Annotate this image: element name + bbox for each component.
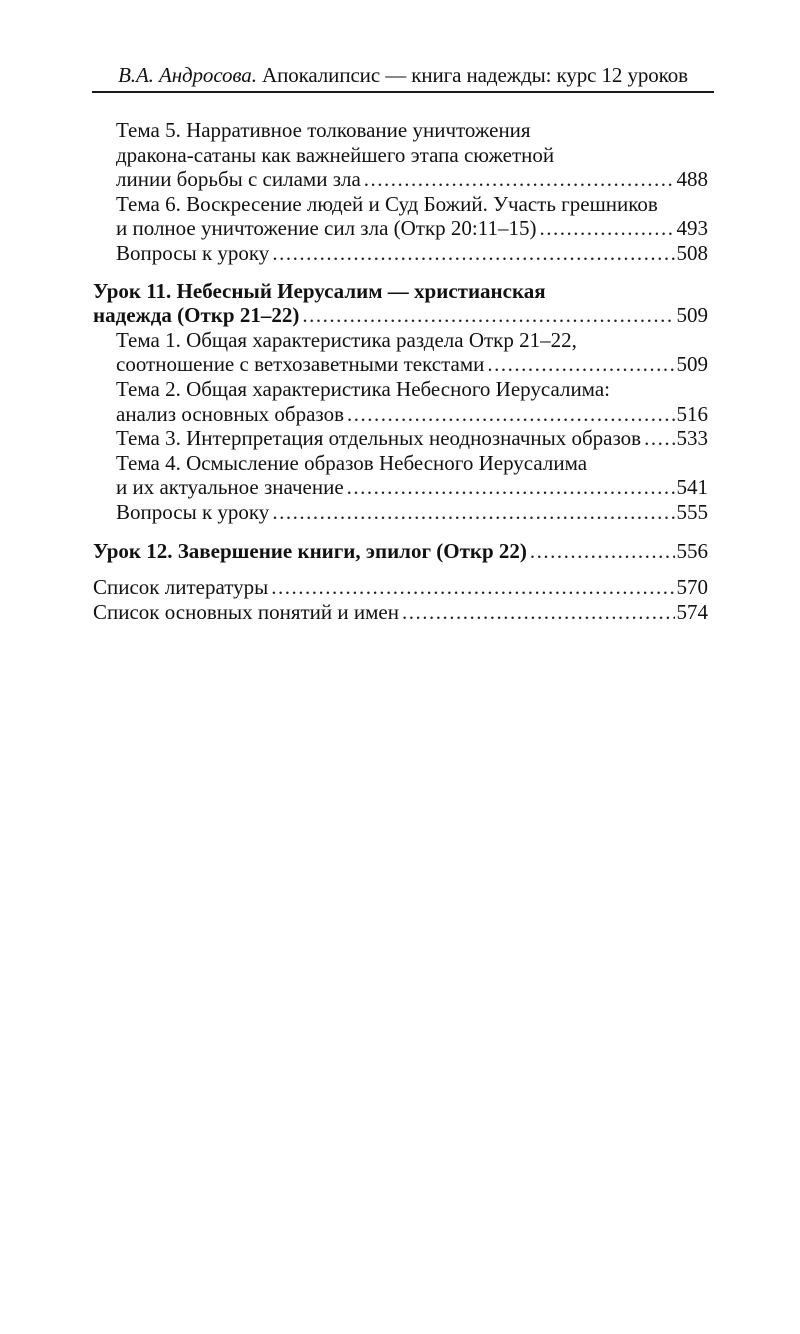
- toc-entry-lesson-11-theme-1[interactable]: [116, 328, 708, 377]
- toc-entry-text: линии борьбы с силами зла: [116, 167, 361, 192]
- toc-entry-text: Тема 3. Интерпретация отдельных неоднозначных образов: [116, 426, 642, 451]
- toc-entry-text: и их актуальное значение: [116, 475, 344, 500]
- toc-entry-text: соотношение с ветхозаветными текстами: [116, 352, 485, 377]
- dot-leader: [364, 167, 675, 192]
- dot-leader: [644, 426, 674, 451]
- toc-entry-text: и полное уничтожение сил зла (Откр 20:11–15): [116, 216, 537, 241]
- spacer: [0, 563, 800, 575]
- toc-entry-theme-6[interactable]: [116, 192, 708, 241]
- page-number: 508: [676, 240, 708, 265]
- page-number: 493: [676, 216, 708, 241]
- toc-entry-text: Тема 5. Нарративное толкование уничтожения: [116, 118, 531, 142]
- spacer: [0, 266, 800, 279]
- page-number: 533: [676, 426, 708, 451]
- toc-entry-text: Тема 6. Воскресение людей и Суд Божий. Участь грешников: [116, 191, 658, 216]
- toc-entry-text: дракона-сатаны как важнейшего этапа сюжетной: [116, 142, 555, 167]
- page-number: 555: [676, 499, 708, 524]
- page-number: 488: [676, 167, 708, 192]
- table-of-contents: [0, 118, 800, 624]
- toc-entry-questions-lesson-11[interactable]: [116, 500, 708, 525]
- header-author: В.А. Андросова.: [118, 63, 257, 87]
- toc-entry-text: Список литературы: [93, 575, 269, 600]
- page-number: 516: [676, 401, 708, 426]
- toc-entry-text: Список основных понятий и имен: [93, 599, 399, 624]
- dot-leader: [539, 216, 674, 241]
- spacer: [0, 525, 800, 539]
- toc-entry-lesson-11-theme-2[interactable]: [116, 377, 708, 426]
- toc-entry-text: Вопросы к уроку: [116, 240, 270, 265]
- header-book-title: Апокалипсис — книга надежды: курс 12 уроков: [256, 63, 688, 87]
- toc-entry-literature[interactable]: [93, 575, 708, 600]
- toc-entry-text: Тема 4. Осмысление образов Небесного Иерусалима: [116, 450, 588, 475]
- toc-entry-questions-lesson-10[interactable]: [116, 241, 708, 266]
- toc-entry-index[interactable]: [93, 600, 708, 625]
- toc-entry-text: надежда (Откр 21–22): [93, 303, 300, 328]
- dot-leader: [272, 241, 674, 266]
- dot-leader: [272, 500, 674, 525]
- toc-entry-text: анализ основных образов: [116, 401, 345, 426]
- dot-leader: [271, 575, 674, 600]
- page-number: 509: [676, 352, 708, 377]
- page-number: 541: [676, 475, 708, 500]
- toc-entry-text: Вопросы к уроку: [116, 499, 270, 524]
- toc-entry-text: Тема 1. Общая характеристика раздела Откр 21–22,: [116, 327, 577, 352]
- toc-entry-text: Тема 2. Общая характеристика Небесного Иерусалима:: [116, 376, 610, 401]
- header-rule: [92, 91, 714, 93]
- page-number: 556: [676, 538, 708, 563]
- dot-leader: [347, 475, 675, 500]
- dot-leader: [347, 402, 674, 427]
- toc-entry-lesson-11-theme-3[interactable]: [116, 426, 708, 451]
- page-number: 570: [676, 575, 708, 600]
- toc-entry-text: Урок 11. Небесный Иерусалим — христианская: [93, 278, 546, 303]
- page-number: 509: [676, 303, 708, 328]
- toc-entry-lesson-12[interactable]: [93, 539, 708, 564]
- dot-leader: [302, 303, 674, 328]
- page-number: 574: [676, 599, 708, 624]
- toc-entry-text: Урок 12. Завершение книги, эпилог (Откр 22): [93, 538, 527, 563]
- toc-entry-lesson-11-theme-4[interactable]: [116, 451, 708, 500]
- toc-entry-theme-5[interactable]: [116, 118, 708, 192]
- dot-leader: [487, 352, 674, 377]
- running-header: [92, 62, 714, 90]
- dot-leader: [402, 600, 675, 625]
- toc-entry-lesson-11[interactable]: [93, 279, 708, 328]
- dot-leader: [530, 539, 675, 564]
